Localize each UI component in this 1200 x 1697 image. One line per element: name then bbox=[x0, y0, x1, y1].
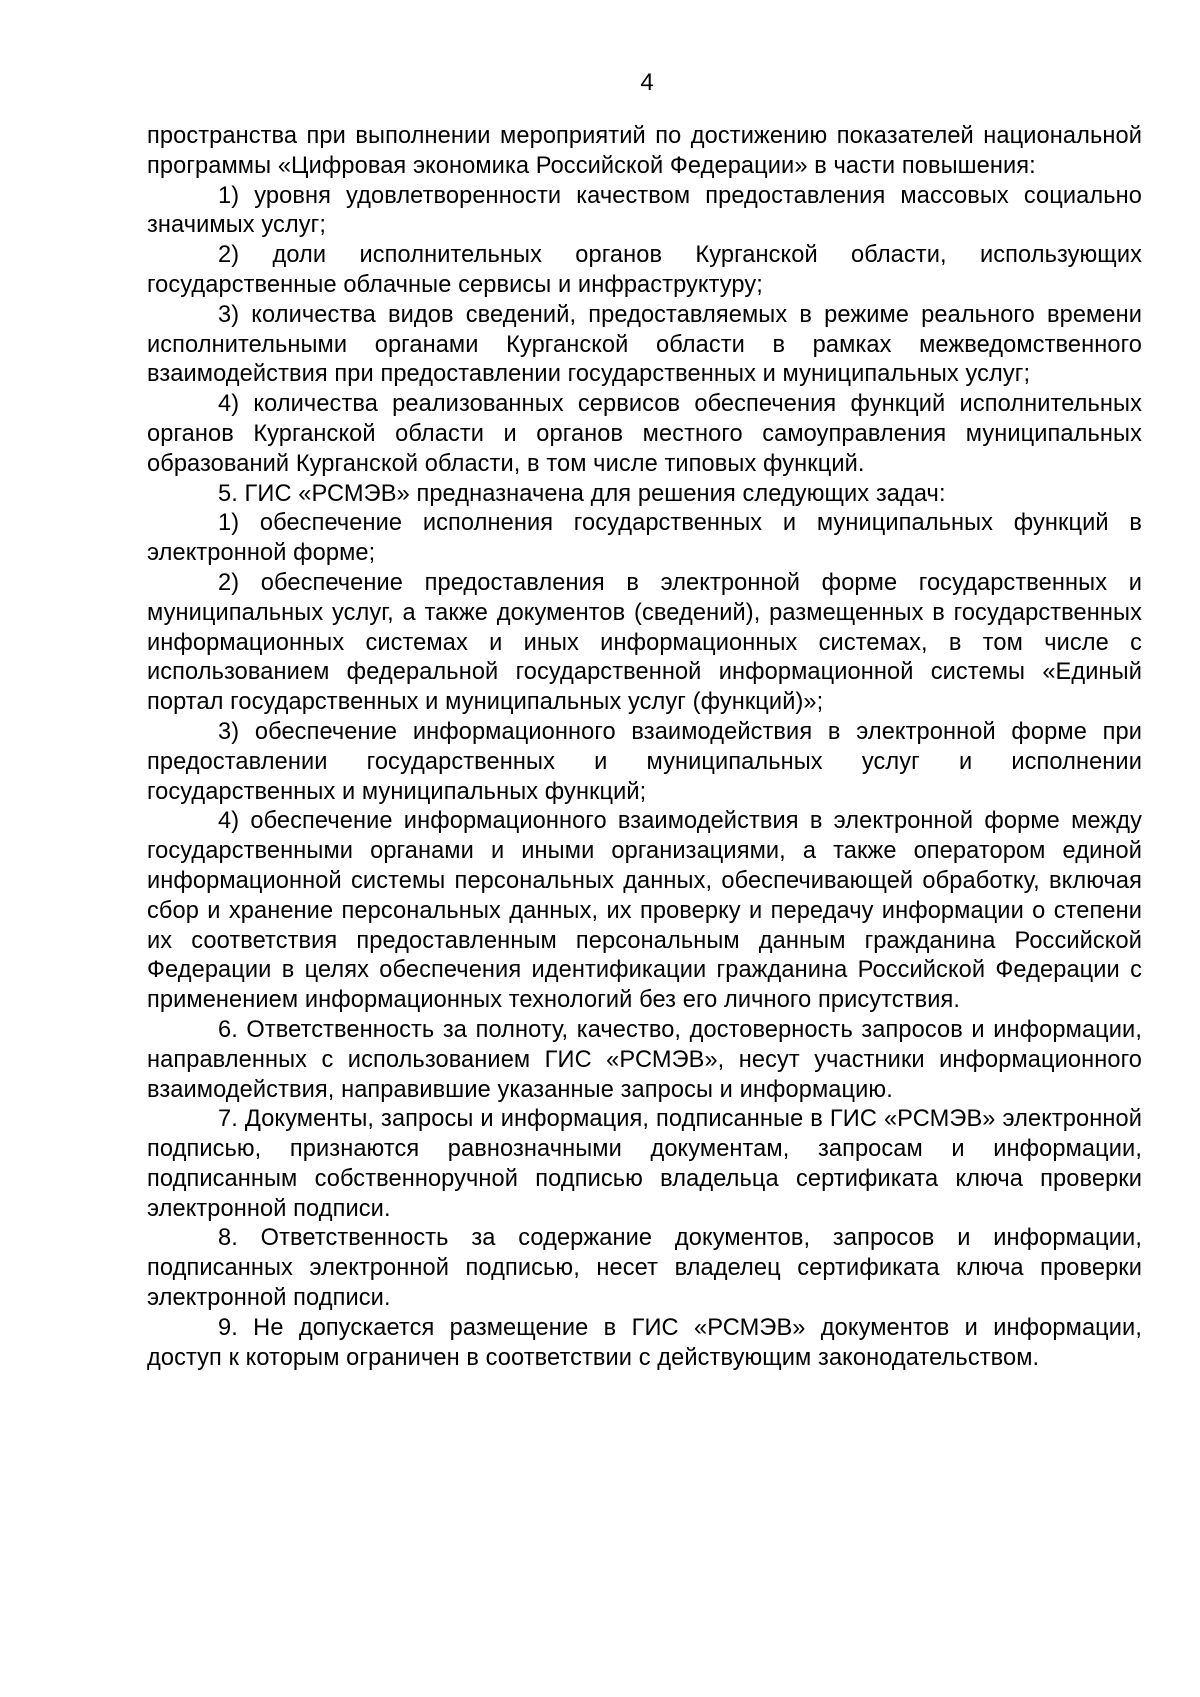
paragraph: 6. Ответственность за полноту, качество, достоверность запросов и информации, направленных с использованием ГИС «РСМЭВ», несут участники информационного взаимодействия, направившие указанные запросы и информацию. bbox=[147, 1016, 1142, 1103]
paragraph: 1) обеспечение исполнения государственных и муниципальных функций в электронной форме; bbox=[147, 510, 1142, 567]
paragraph: 2) обеспечение предоставления в электронной форме государственных и муниципальных услуг, а также документов (сведений), размещенных в государственных информационных системах и иных информационных системах, в том числе с использованием федеральной государственной информационной системы «Единый портал государственных и муниципальных услуг (функций)»; bbox=[147, 569, 1142, 716]
paragraph: 1) уровня удовлетворенности качеством предоставления массовых социально значимых услуг; bbox=[147, 182, 1142, 239]
paragraph: 4) количества реализованных сервисов обеспечения функций исполнительных органов Курганской области и органов местного самоуправления муниципальных образований Курганской области, в том числе типовых функций. bbox=[147, 391, 1142, 477]
paragraph: пространства при выполнении мероприятий по достижению показателей национальной программы «Цифровая экономика Российской Федерации» в части повышения: bbox=[147, 123, 1142, 179]
paragraph: 2) доли исполнительных органов Курганской области, использующих государственные облачные сервисы и инфраструктуру; bbox=[147, 242, 1142, 298]
paragraph: 9. Не допускается размещение в ГИС «РСМЭВ» документов и информации, доступ к которым ограничен в соответствии с действующим законодательством. bbox=[147, 1314, 1142, 1371]
paragraph: 8. Ответственность за содержание документов, запросов и информации, подписанных электронной подписью, несет владелец сертификата ключа проверки электронной подписи. bbox=[147, 1225, 1142, 1312]
paragraph: 4) обеспечение информационного взаимодействия в электронной форме между государственными органами и иными организациями, а также оператором единой информационной системы персональных данных, обеспечивающей обработку, включая сбор и хранение персональных данных, их проверку и передачу информации о степени их соответствия предоставленным персональным данным гражданина Российской Федерации в целях обеспечения идентификации гражданина Российской Федерации с применением информационных технологий без его личного присутствия. bbox=[147, 808, 1142, 1014]
paragraph: 5. ГИС «РСМЭВ» предназначена для решения следующих задач: bbox=[218, 480, 946, 507]
paragraph: 7. Документы, запросы и информация, подписанные в ГИС «РСМЭВ» электронной подписью, признаются равнозначными документам, запросам и информации, подписанным собственноручной подписью владельца сертификата ключа проверки электронной подписи. bbox=[147, 1106, 1142, 1222]
paragraph: 3) обеспечение информационного взаимодействия в электронной форме при предоставлении государственных и муниципальных услуг и исполнении государственных и муниципальных функций; bbox=[147, 718, 1142, 805]
page-number: 4 bbox=[640, 69, 654, 96]
document-body bbox=[147, 122, 1142, 1373]
paragraph: 3) количества видов сведений, предоставляемых в режиме реального времени исполнительными органами Курганской области в рамках межведомственного взаимодействия при предоставлении государственных и муниципальных услуг; bbox=[147, 301, 1142, 388]
